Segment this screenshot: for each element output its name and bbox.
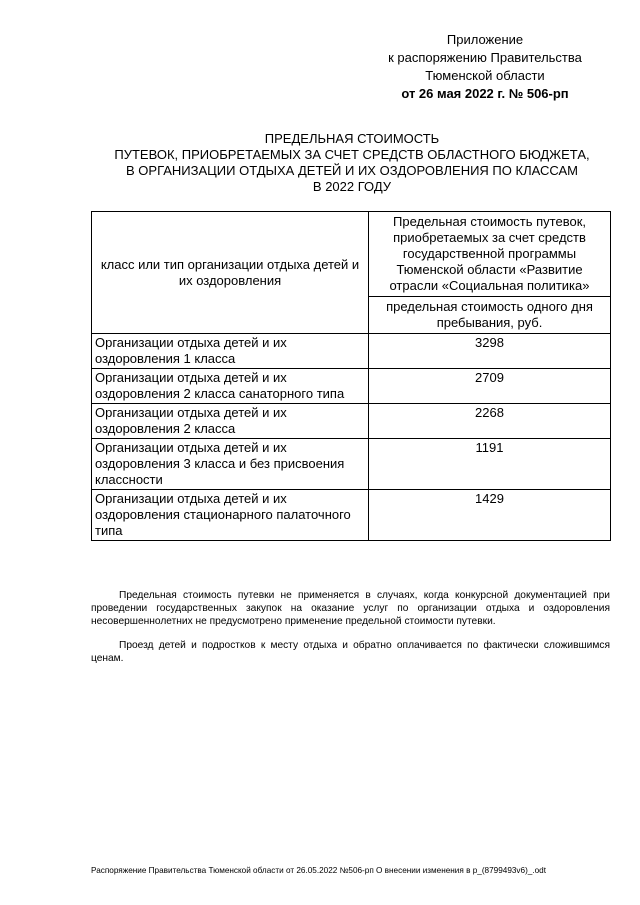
row-organization-name: Организации отдыха детей и их оздоровления 3 класса и без присвоения классности [92, 439, 369, 490]
notes-block [91, 589, 610, 676]
page-footer: Распоряжение Правительства Тюменской области от 26.05.2022 №506-рп О внесении изменения в р_(8799493v6)_.odt [91, 866, 547, 875]
annex-date-number: от 26 мая 2022 г. № 506-рп [401, 86, 569, 101]
header-organization-class: класс или тип организации отдыха детей и их оздоровления [92, 212, 369, 334]
price-table [91, 211, 611, 541]
annex-title: Приложение [446, 32, 524, 47]
annex-block [376, 31, 594, 103]
table-row [92, 334, 611, 369]
table-header-row [92, 212, 611, 297]
title-line-3: В ОРГАНИЗАЦИИ ОТДЫХА ДЕТЕЙ И ИХ ОЗДОРОВЛЕНИЯ ПО КЛАССАМ [126, 163, 578, 178]
row-cost-value: 2268 [369, 404, 611, 439]
row-organization-name: Организации отдыха детей и их оздоровления 2 класса санаторного типа [92, 369, 369, 404]
note-paragraph-2: Проезд детей и подростков к месту отдыха и обратно оплачивается по фактически сложившимся ценам. [91, 640, 610, 664]
title-line-1: ПРЕДЕЛЬНАЯ СТОИМОСТЬ [264, 131, 440, 146]
table-row [92, 439, 611, 490]
row-organization-name: Организации отдыха детей и их оздоровления стационарного палаточного типа [92, 490, 369, 541]
row-organization-name: Организации отдыха детей и их оздоровления 1 класса [92, 334, 369, 369]
row-organization-name: Организации отдыха детей и их оздоровления 2 класса [92, 404, 369, 439]
annex-region: Тюменской области [425, 68, 545, 83]
row-cost-value: 3298 [369, 334, 611, 369]
title-line-4: В 2022 ГОДУ [312, 179, 392, 194]
annex-order-ref: к распоряжению Правительства [388, 50, 582, 65]
table-row [92, 369, 611, 404]
header-program-cost: Предельная стоимость путевок, приобретаемых за счет средств государственной программы Тюменской области «Развитие отрасли «Социальная политика» [369, 212, 611, 297]
table-row [92, 404, 611, 439]
document-title [80, 131, 624, 195]
row-cost-value: 1429 [369, 490, 611, 541]
table-row [92, 490, 611, 541]
row-cost-value: 1191 [369, 439, 611, 490]
row-cost-value: 2709 [369, 369, 611, 404]
title-line-2: ПУТЕВОК, ПРИОБРЕТАЕМЫХ ЗА СЧЕТ СРЕДСТВ ОБЛАСТНОГО БЮДЖЕТА, [114, 147, 590, 162]
header-cost-per-day: предельная стоимость одного дня пребывания, руб. [369, 297, 611, 334]
note-paragraph-1: Предельная стоимость путевки не применяется в случаях, когда конкурсной документацией при проведении государственных закупок на оказание услуг по организации отдыха и оздоровления несовершеннолетних не предусмотрено применение предельной стоимости путевки. [91, 590, 610, 627]
